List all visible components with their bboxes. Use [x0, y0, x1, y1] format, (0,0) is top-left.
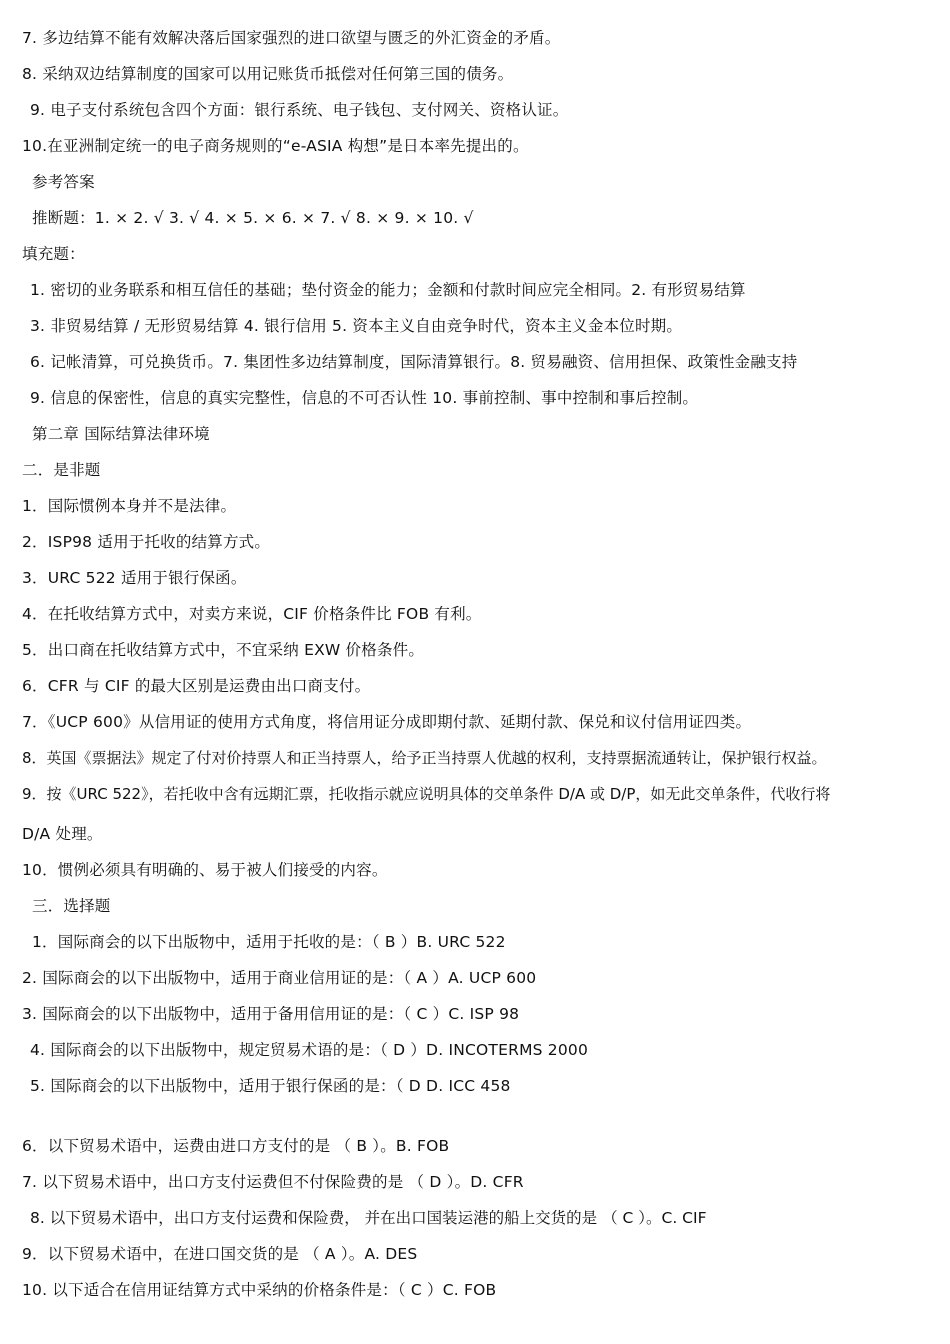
text-line: 2．ISP98 适用于托收的结算方式。	[22, 533, 271, 551]
text-line: 10．惯例必须具有明确的、易于被人们接受的内容。	[22, 861, 388, 879]
text-line: 3．URC 522 适用于银行保函。	[22, 569, 247, 587]
text-line: 3. 非贸易结算 / 无形贸易结算 4. 银行信用 5. 资本主义自由竞争时代，资本主义金本位时期。	[30, 317, 683, 335]
text-line: 7．《UCP 600》从信用证的使用方式角度，将信用证分成即期付款、延期付款、保兑和议付信用证四类。	[22, 713, 752, 731]
text-line: 1. 密切的业务联系和相互信任的基础；垫付资金的能力；金额和付款时间应完全相同。2. 有形贸易结算	[30, 281, 746, 299]
question-line: 2. 国际商会的以下出版物中，适用于商业信用证的是：（ A ）A. UCP 600	[22, 969, 537, 987]
text-line: 9. 信息的保密性，信息的真实完整性，信息的不可否认性 10. 事前控制、事中控制和事后控制。	[30, 389, 699, 407]
question-line: 3. 国际商会的以下出版物中，适用于备用信用证的是：（ C ）C. ISP 98	[22, 1005, 520, 1023]
text-line: 9．按《URC 522》，若托收中含有远期汇票，托收指示就应说明具体的交单条件 D/A 或 D/P，如无此交单条件，代收行将	[22, 785, 831, 803]
text-line: 8．英国《票据法》规定了付对价持票人和正当持票人，给予正当持票人优越的权利，支持票据流通转让，保护银行权益。	[22, 749, 827, 767]
chapter-title: 第二章 国际结算法律环境	[32, 425, 210, 443]
section-heading: 二．是非题	[22, 461, 101, 479]
text-line: 6．CFR 与 CIF 的最大区别是运费由出口商支付。	[22, 677, 371, 695]
question-line: 6．以下贸易术语中，运费由进口方支付的是 （ B ）。B. FOB	[22, 1137, 450, 1155]
section-heading: 三．选择题	[32, 897, 111, 915]
text-line: 1．国际惯例本身并不是法律。	[22, 497, 237, 515]
question-line: 4. 国际商会的以下出版物中，规定贸易术语的是：（ D ）D. INCOTERMS 2000	[30, 1041, 589, 1059]
text-line: D/A 处理。	[22, 825, 103, 843]
section-heading: 参考答案	[32, 173, 95, 191]
text-line: 9. 电子支付系统包含四个方面：银行系统、电子钱包、支付网关、资格认证。	[30, 101, 569, 119]
question-line: 9．以下贸易术语中，在进口国交货的是 （ A ）。A. DES	[22, 1245, 418, 1263]
question-line: 8. 以下贸易术语中，出口方支付运费和保险费， 并在出口国装运港的船上交货的是 （ C ）。C. CIF	[30, 1209, 707, 1227]
text-line: 5．出口商在托收结算方式中，不宜采纳 EXW 价格条件。	[22, 641, 425, 659]
question-line: 5. 国际商会的以下出版物中，适用于银行保函的是：（ D D. ICC 458	[30, 1077, 511, 1095]
text-line: 推断题：1. × 2. √ 3. √ 4. × 5. × 6. × 7. √ 8. × 9. × 10. √	[32, 209, 474, 227]
question-line: 7. 以下贸易术语中，出口方支付运费但不付保险费的是 （ D ）。D. CFR	[22, 1173, 524, 1191]
text-line: 8. 采纳双边结算制度的国家可以用记账货币抵偿对任何第三国的债务。	[22, 65, 514, 83]
text-line: 7. 多边结算不能有效解决落后国家强烈的进口欲望与匮乏的外汇资金的矛盾。	[22, 29, 561, 47]
section-heading: 填充题：	[22, 245, 85, 263]
text-line: 6. 记帐清算，可兑换货币。7. 集团性多边结算制度，国际清算银行。8. 贸易融资、信用担保、政策性金融支持	[30, 353, 798, 371]
text-line: 10.在亚洲制定统一的电子商务规则的“e-ASIA 构想”是日本率先提出的。	[22, 137, 529, 155]
question-line: 1．国际商会的以下出版物中，适用于托收的是：（ B ）B. URC 522	[32, 933, 506, 951]
text-line: 4．在托收结算方式中，对卖方来说，CIF 价格条件比 FOB 有利。	[22, 605, 482, 623]
question-line: 10. 以下适合在信用证结算方式中采纳的价格条件是：（ C ）C. FOB	[22, 1281, 497, 1299]
